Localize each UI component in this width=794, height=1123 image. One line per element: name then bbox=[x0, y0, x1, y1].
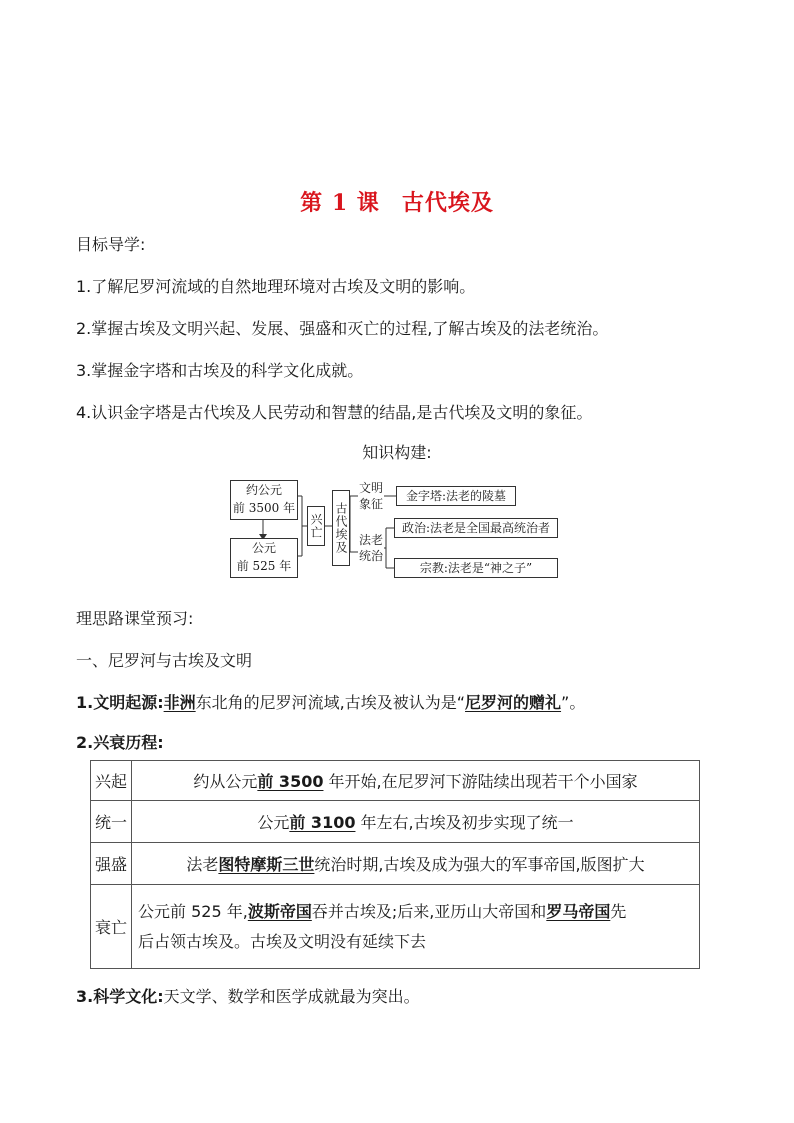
politics-box: 政治:法老是全国最高统治者 bbox=[394, 518, 558, 538]
unify-pre: 公元 bbox=[257, 813, 290, 832]
lesson-name: 古代埃及 bbox=[401, 190, 494, 216]
start-date-line1: 约公元 bbox=[245, 483, 282, 497]
row-value-peak bbox=[132, 843, 700, 885]
end-date-line2: 前 525 年 bbox=[236, 559, 292, 573]
branch-civilization-line1: 文明 bbox=[358, 481, 383, 495]
peak-highlight: 图特摩斯三世 bbox=[218, 855, 315, 874]
origin-label: 1.文明起源: bbox=[76, 693, 164, 712]
origin-line bbox=[76, 690, 585, 713]
culture-label: 3.科学文化: bbox=[76, 987, 164, 1006]
row-key-decline: 衰亡 bbox=[91, 885, 132, 969]
page-title bbox=[0, 186, 794, 217]
decline-pre: 公元前 525 年, bbox=[138, 901, 248, 921]
row-key-unify: 统一 bbox=[91, 801, 132, 843]
row-key-rise: 兴起 bbox=[91, 761, 132, 801]
origin-place: 非洲 bbox=[163, 693, 196, 712]
lesson-number: 第 1 课 bbox=[300, 190, 380, 216]
row-value-unify bbox=[132, 801, 700, 843]
ancient-egypt-box: 古代埃及 bbox=[332, 490, 350, 566]
branch-pharaoh-line2: 统治 bbox=[358, 549, 383, 563]
decline-mid: 吞并古埃及;后来,亚历山大帝国和 bbox=[311, 901, 547, 921]
rise-pre: 约从公元 bbox=[193, 772, 258, 791]
origin-end: ”。 bbox=[561, 693, 586, 712]
table-row bbox=[91, 843, 700, 885]
religion-box: 宗教:法老是“神之子” bbox=[394, 558, 558, 578]
end-date-line1: 公元 bbox=[251, 541, 276, 555]
history-label: 2.兴衰历程: bbox=[76, 733, 164, 752]
section-nile: 一、尼罗河与古埃及文明 bbox=[76, 651, 253, 670]
row-value-rise bbox=[132, 761, 700, 801]
decline-highlight-persia: 波斯帝国 bbox=[247, 901, 312, 921]
unify-post: 年左右,古埃及初步实现了统一 bbox=[355, 813, 574, 832]
decline-post: 先 bbox=[610, 901, 627, 921]
preview-heading: 理思路课堂预习: bbox=[76, 609, 194, 628]
objectives-heading: 目标导学: bbox=[76, 235, 146, 254]
start-date-line2: 前 3500 年 bbox=[232, 501, 296, 515]
decline-line2: 后占领古埃及。古埃及文明没有延续下去 bbox=[138, 931, 427, 951]
rise-post: 年开始,在尼罗河下游陆续出现若干个小国家 bbox=[323, 772, 638, 791]
origin-gift: 尼罗河的赠礼 bbox=[465, 693, 562, 712]
origin-mid: 东北角的尼罗河流域,古埃及被认为是“ bbox=[195, 693, 466, 712]
peak-post: 统治时期,古埃及成为强大的军事帝国,版图扩大 bbox=[314, 855, 645, 874]
table-row bbox=[91, 801, 700, 843]
objective-1: 1.了解尼罗河流域的自然地理环境对古埃及文明的影响。 bbox=[76, 277, 476, 296]
rise-highlight: 前 3500 bbox=[257, 772, 324, 791]
objective-4: 4.认识金字塔是古代埃及人民劳动和智慧的结晶,是古代埃及文明的象征。 bbox=[76, 403, 593, 422]
table-row bbox=[91, 885, 700, 969]
knowledge-heading: 知识构建: bbox=[362, 443, 432, 462]
end-date-box bbox=[230, 538, 298, 578]
knowledge-diagram bbox=[226, 476, 566, 586]
objective-3: 3.掌握金字塔和古埃及的科学文化成就。 bbox=[76, 361, 364, 380]
pyramid-box: 金字塔:法老的陵墓 bbox=[396, 486, 516, 506]
unify-highlight: 前 3100 bbox=[289, 813, 356, 832]
branch-pharaoh-label bbox=[358, 532, 384, 564]
branch-civilization-label bbox=[358, 480, 384, 512]
peak-pre: 法老 bbox=[186, 855, 219, 874]
culture-line bbox=[76, 984, 420, 1007]
history-table bbox=[90, 760, 700, 969]
decline-highlight-rome: 罗马帝国 bbox=[546, 901, 611, 921]
culture-text: 天文学、数学和医学成就最为突出。 bbox=[163, 987, 420, 1006]
rise-fall-box: 兴亡 bbox=[307, 506, 325, 546]
start-date-box bbox=[230, 480, 298, 520]
objective-2: 2.掌握古埃及文明兴起、发展、强盛和灭亡的过程,了解古埃及的法老统治。 bbox=[76, 319, 609, 338]
row-key-peak: 强盛 bbox=[91, 843, 132, 885]
branch-pharaoh-line1: 法老 bbox=[358, 533, 383, 547]
row-value-decline bbox=[132, 885, 700, 969]
decline-line1 bbox=[138, 897, 699, 927]
branch-civilization-line2: 象征 bbox=[358, 497, 383, 511]
table-row bbox=[91, 761, 700, 801]
